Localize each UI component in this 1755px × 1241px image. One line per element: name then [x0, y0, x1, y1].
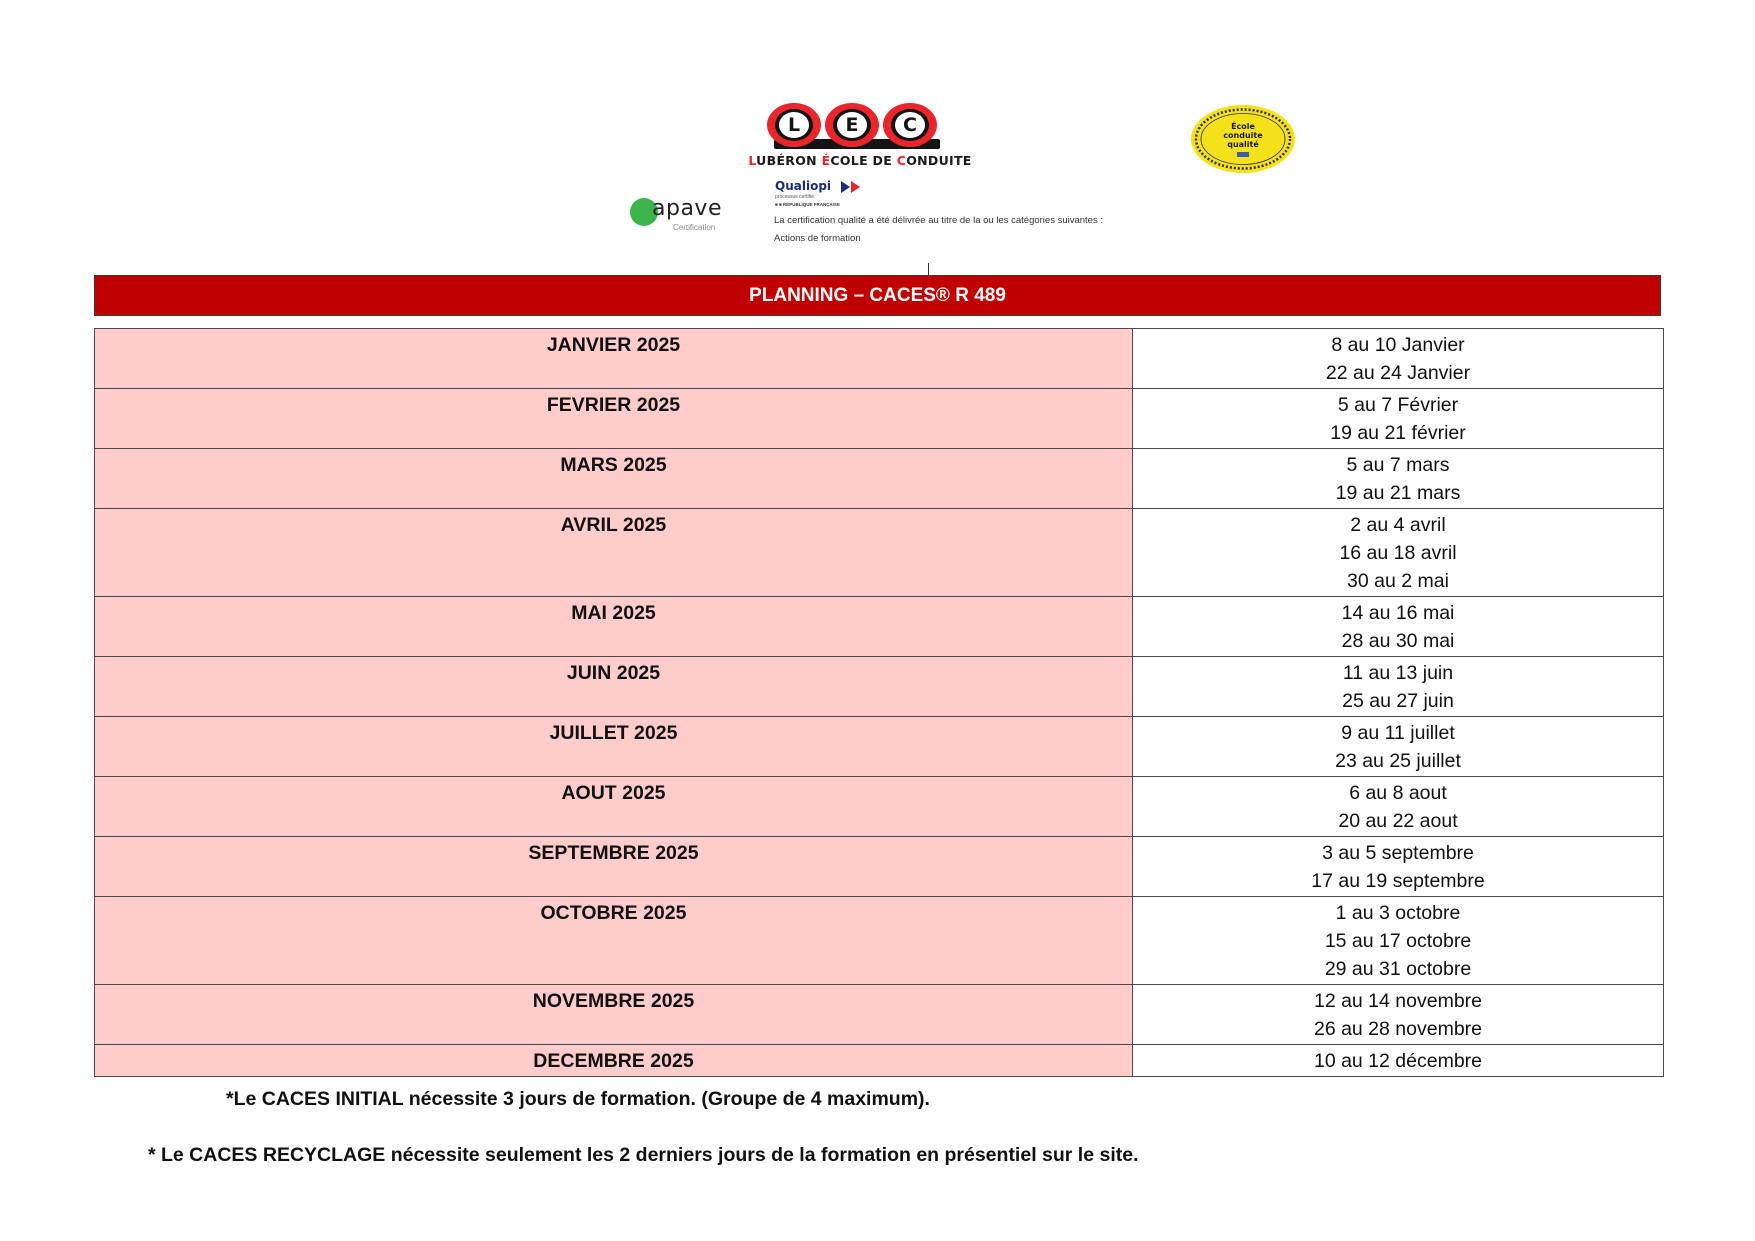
certification-text: La certification qualité a été délivrée au titre de la ou les catégories suivantes :	[774, 215, 1103, 226]
session-dates: 17 au 19 septembre	[1311, 870, 1485, 892]
session-dates: 25 au 27 juin	[1342, 690, 1454, 712]
table-row	[95, 449, 1664, 509]
table-row	[95, 329, 1664, 389]
month-cell: JANVIER 2025	[95, 329, 1133, 389]
session-dates: 12 au 14 novembre	[1313, 990, 1483, 1012]
seal-line: qualité	[1227, 140, 1259, 149]
session-dates: 10 au 12 décembre	[1313, 1050, 1483, 1072]
session-dates: 22 au 24 Janvier	[1325, 362, 1471, 384]
apave-logo	[628, 196, 743, 236]
lec-circle-e	[825, 103, 879, 147]
session-dates: 19 au 21 février	[1330, 422, 1466, 444]
month-cell: NOVEMBRE 2025	[95, 985, 1133, 1045]
session-dates: 3 au 5 septembre	[1322, 842, 1474, 864]
lec-letter: L	[779, 112, 809, 138]
note-caces-initial: *Le CACES INITIAL nécessite 3 jours de formation. (Groupe de 4 maximum).	[226, 1088, 930, 1110]
dates-cell	[1133, 597, 1664, 657]
month-cell: MARS 2025	[95, 449, 1133, 509]
month-cell: DECEMBRE 2025	[95, 1045, 1133, 1077]
table-row	[95, 597, 1664, 657]
lec-logo	[720, 103, 1000, 173]
session-dates: 8 au 10 Janvier	[1331, 334, 1465, 356]
lec-letter: E	[837, 112, 867, 138]
session-dates: 20 au 22 aout	[1338, 810, 1458, 832]
session-dates: 5 au 7 mars	[1346, 454, 1450, 476]
quality-seal-icon	[1190, 104, 1296, 174]
qualiopi-subtitle: processus certifié	[775, 194, 814, 200]
table-row	[95, 1045, 1664, 1077]
session-dates: 1 au 3 octobre	[1335, 902, 1461, 924]
month-cell: JUILLET 2025	[95, 717, 1133, 777]
qualiopi-name: Qualiopi	[775, 179, 832, 193]
session-dates: 9 au 11 juillet	[1341, 722, 1455, 744]
dates-cell	[1133, 329, 1664, 389]
session-dates: 16 au 18 avril	[1339, 542, 1457, 564]
session-dates: 5 au 7 Février	[1337, 394, 1459, 416]
dates-cell	[1133, 1045, 1664, 1077]
session-dates: 15 au 17 octobre	[1324, 930, 1472, 952]
table-row	[95, 717, 1664, 777]
qualiopi-logo	[775, 179, 865, 209]
lec-letter: C	[895, 112, 925, 138]
schedule-table	[94, 328, 1664, 1077]
session-dates: 14 au 16 mai	[1341, 602, 1455, 624]
table-row	[95, 897, 1664, 985]
certification-category: Actions de formation	[774, 233, 861, 244]
month-cell: AVRIL 2025	[95, 509, 1133, 597]
dates-cell	[1133, 717, 1664, 777]
note-caces-recyclage: * Le CACES RECYCLAGE nécessite seulement les 2 derniers jours de la formation en présentiel sur le site.	[148, 1144, 1139, 1166]
dates-cell	[1133, 509, 1664, 597]
table-row	[95, 657, 1664, 717]
table-row	[95, 389, 1664, 449]
apave-name: apave	[652, 196, 722, 221]
lec-circle-l	[767, 103, 821, 147]
month-cell: JUIN 2025	[95, 657, 1133, 717]
month-cell: SEPTEMBRE 2025	[95, 837, 1133, 897]
session-dates: 26 au 28 novembre	[1313, 1018, 1483, 1040]
session-dates: 19 au 21 mars	[1335, 482, 1461, 504]
table-row	[95, 985, 1664, 1045]
lec-logo-name: LUBÉRON ÉCOLE DE CONDUITE	[748, 153, 972, 168]
dates-cell	[1133, 449, 1664, 509]
qualiopi-republic: ■ ■ RÉPUBLIQUE FRANÇAISE	[775, 202, 840, 207]
dates-cell	[1133, 657, 1664, 717]
apave-subtitle: Certification	[673, 223, 716, 232]
dates-cell	[1133, 897, 1664, 985]
month-cell: FEVRIER 2025	[95, 389, 1133, 449]
table-row	[95, 509, 1664, 597]
lec-circle-c	[883, 103, 937, 147]
month-cell: OCTOBRE 2025	[95, 897, 1133, 985]
month-cell: AOUT 2025	[95, 777, 1133, 837]
session-dates: 11 au 13 juin	[1342, 662, 1454, 684]
session-dates: 6 au 8 aout	[1349, 782, 1447, 804]
session-dates: 30 au 2 mai	[1347, 570, 1449, 592]
planning-title: PLANNING – CACES® R 489	[94, 275, 1661, 316]
session-dates: 28 au 30 mai	[1341, 630, 1455, 652]
dates-cell	[1133, 837, 1664, 897]
session-dates: 2 au 4 avril	[1350, 514, 1446, 536]
dates-cell	[1133, 985, 1664, 1045]
table-row	[95, 837, 1664, 897]
session-dates: 29 au 31 octobre	[1324, 958, 1472, 980]
lec-logo-circles	[767, 103, 947, 147]
dates-cell	[1133, 389, 1664, 449]
session-dates: 23 au 25 juillet	[1335, 750, 1461, 772]
seal-line: conduite	[1223, 131, 1263, 140]
seal-line: École	[1231, 122, 1255, 131]
qualiopi-arrows-icon	[841, 181, 863, 193]
month-cell: MAI 2025	[95, 597, 1133, 657]
table-row	[95, 777, 1664, 837]
dates-cell	[1133, 777, 1664, 837]
